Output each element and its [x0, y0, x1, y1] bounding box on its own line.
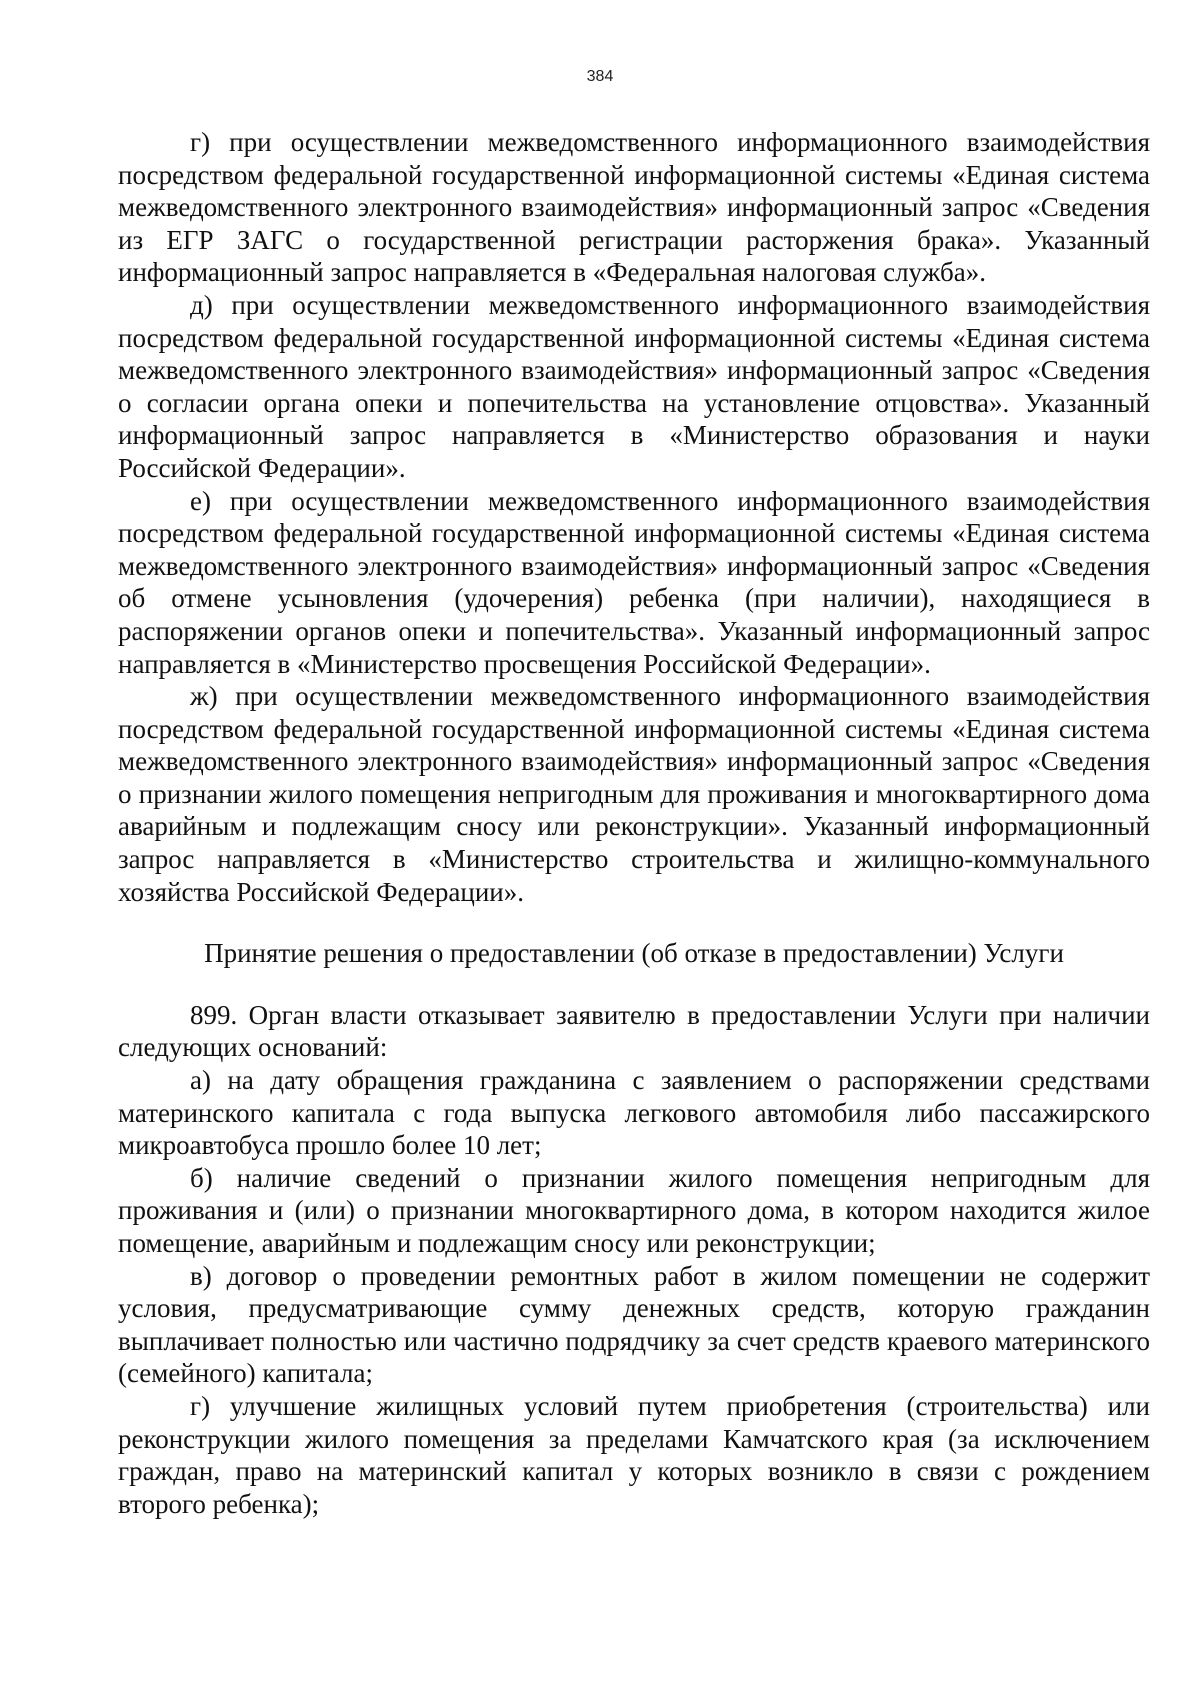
paragraph-g-request-divorce: г) при осуществлении межведомственного информационного взаимодействия посредством федеральной государственной информационной системы «Единая система межведомственного электронного взаимодействия» информационный запрос «Сведения из ЕГР ЗАГС о государственной регистрации расторжения брака». Указанный информационный запрос направляется в «Федеральная налоговая служба».	[118, 127, 1150, 288]
paragraph-zh-request-housing-unfit: ж) при осуществлении межведомственного информационного взаимодействия посредством федеральной государственной информационной системы «Единая система межведомственного электронного взаимодействия» информационный запрос «Сведения о признании жилого помещения непригодным для проживания и многоквартирного дома аварийным и подлежащим сносу или реконструкции». Указанный информационный запрос направляется в «Министерство строительства и жилищно-коммунального хозяйства Российской Федерации».	[118, 681, 1150, 907]
list-item-a-vehicle-age: а) на дату обращения гражданина с заявлением о распоряжении средствами материнского капитала с года выпуска легкового автомобиля либо пассажирского микроавтобуса прошло более 10 лет;	[118, 1065, 1150, 1161]
list-item-b-housing-unfit: б) наличие сведений о признании жилого помещения непригодным для проживания и (или) о признании многоквартирного дома, в котором находится жилое помещение, аварийным и подлежащим сносу или реконструкции;	[118, 1162, 1150, 1258]
list-item-v-repair-contract: в) договор о проведении ремонтных работ в жилом помещении не содержит условия, предусматривающие сумму денежных средств, которую гражданин выплачивает полностью или частично подрядчику за счет средств краевого материнского (семейного) капитала;	[118, 1260, 1150, 1389]
paragraph-d-request-paternity: д) при осуществлении межведомственного информационного взаимодействия посредством федеральной государственной информационной системы «Единая система межведомственного электронного взаимодействия» информационный запрос «Сведения о согласии органа опеки и попечительства на установление отцовства». Указанный информационный запрос направляется в «Министерство образования и науки Российской Федерации».	[118, 289, 1150, 483]
section-heading: Принятие решения о предоставлении (об отказе в предоставлении) Услуги	[204, 938, 1064, 969]
paragraph-e-request-adoption-cancel: е) при осуществлении межведомственного информационного взаимодействия посредством федеральной государственной информационной системы «Единая система межведомственного электронного взаимодействия» информационный запрос «Сведения об отмене усыновления (удочерения) ребенка (при наличии), находящиеся в распоряжении органов опеки и попечительства». Указанный информационный запрос направляется в «Министерство просвещения Российской Федерации».	[118, 485, 1150, 679]
paragraph-899-refusal-grounds: 899. Орган власти отказывает заявителю в предоставлении Услуги при наличии следующих оснований:	[118, 999, 1150, 1063]
page-number: 384	[586, 68, 614, 85]
document-body	[118, 126, 1150, 1520]
list-item-g-outside-region: г) улучшение жилищных условий путем приобретения (строительства) или реконструкции жилого помещения за пределами Камчатского края (за исключением граждан, право на материнский капитал у которых возникло в связи с рождением второго ребенка);	[118, 1390, 1150, 1519]
